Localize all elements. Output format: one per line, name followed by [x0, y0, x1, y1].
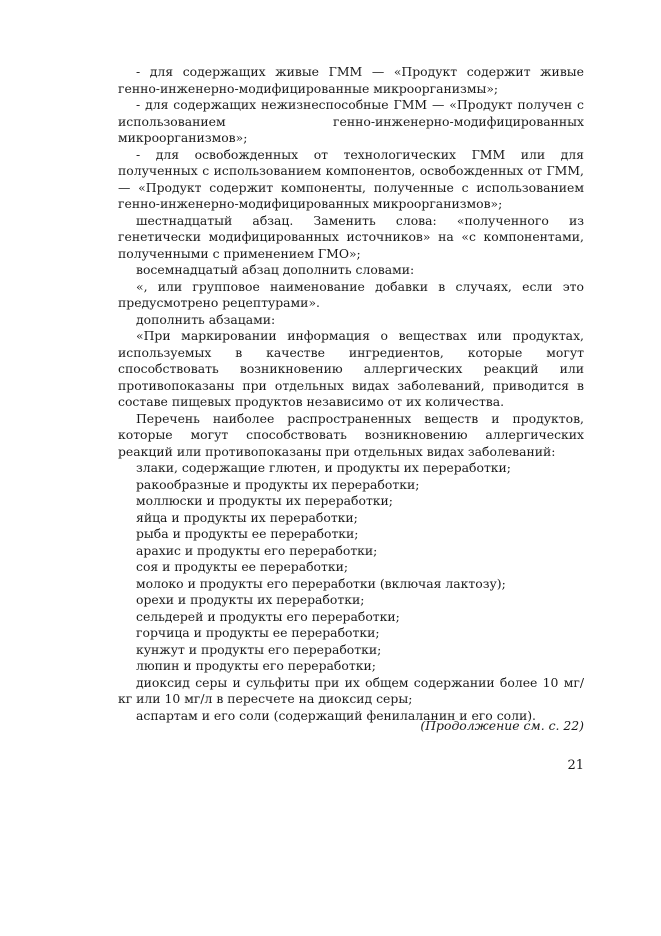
document-body [118, 64, 584, 724]
sixteenth-paragraph-amendment: шестнадцатый абзац. Заменить слова: «полученного из генетически модифицированных источников» на «с компонентами, полученными с применением ГМО»; [118, 212, 584, 261]
labeling-info-paragraph: «При маркировании информация о веществах или продуктах, используемых в качестве ингредиентов, которые могут способствовать возникновению аллергических реакций или противопоказаны при отдельных видах заболеваний, приводится в составе пищевых продуктов независимо от их количества. [118, 328, 584, 409]
list-item: молоко и продукты его переработки (включая лактозу); [136, 575, 506, 591]
gmm-live-paragraph: - для содержащих живые ГММ — «Продукт содержит живые генно-инженерно-модифицированные микроорганизмы»; [118, 64, 584, 96]
sulfites-item: диоксид серы и сульфиты при их общем содержании более 10 мг/кг или 10 мг/л в пересчете на диоксид серы; [118, 674, 584, 706]
list-item: моллюски и продукты их переработки; [136, 493, 393, 508]
list-item: соя и продукты ее переработки; [136, 559, 349, 574]
continued-note: (Продолжение см. с. 22) [420, 718, 584, 733]
list-item: орехи и продукты их переработки; [136, 592, 365, 607]
gmm-nonviable-paragraph: - для содержащих нежизнеспособные ГММ — «Продукт получен с использованием генно-инженерно-модифицированных микроорганизмов»; [118, 97, 584, 145]
list-item: ракообразные и продукты их переработки; [136, 476, 420, 492]
list-item: кунжут и продукты его переработки; [136, 641, 382, 657]
group-name-addition: «, или групповое наименование добавки в случаях, если это предусмотрено рецептурами». [118, 278, 584, 310]
gmm-freed-paragraph: - для освобожденных от технологических ГММ или для полученных с использованием компонентов, освобожденных от ГММ, — «Продукт содержит компоненты, полученные с использованием генно-инженерно-модифицированных микроорганизмов»; [118, 146, 584, 211]
list-item: яйца и продукты их переработки; [136, 509, 358, 525]
add-paragraphs-instruction: дополнить абзацами: [136, 311, 276, 327]
eighteenth-paragraph-amendment: восемнадцатый абзац дополнить словами: [136, 262, 415, 277]
list-item: сельдерей и продукты его переработки; [136, 608, 400, 624]
list-item: арахис и продукты его переработки; [136, 542, 378, 558]
page-number: 21 [567, 758, 584, 773]
list-item: горчица и продукты ее переработки; [136, 625, 380, 640]
list-item: люпин и продукты его переработки; [136, 658, 376, 673]
list-item: рыба и продукты ее переработки; [136, 526, 359, 541]
list-item: злаки, содержащие глютен, и продукты их переработки; [136, 460, 511, 475]
aspartame-item: аспартам и его соли (содержащий фенилаланин и его соли). [136, 707, 536, 723]
allergen-list-intro: Перечень наиболее распространенных веществ и продуктов, которые могут способствовать возникновению аллергических реакций или противопоказаны при отдельных видах заболеваний: [118, 410, 584, 459]
